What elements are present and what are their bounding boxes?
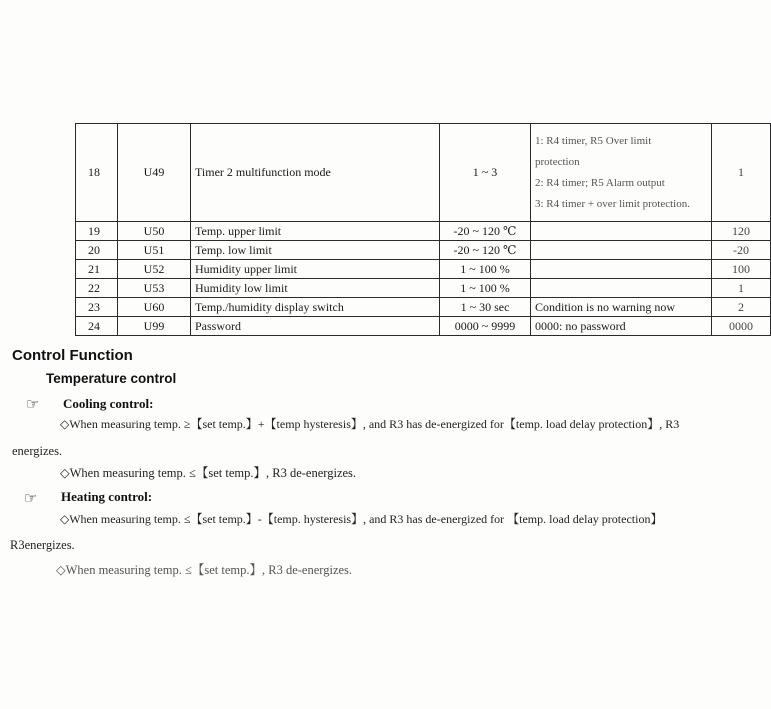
table-row [76,124,771,222]
row-number: 18 [76,124,118,222]
row-default: 0000 [712,317,771,336]
row-range: 1 ~ 3 [440,124,531,222]
row-number: 22 [76,279,118,298]
table-row [76,317,771,336]
row-number: 21 [76,260,118,279]
row-name: Password [191,317,440,336]
pointing-hand-icon: ☞ [24,489,38,507]
row-number: 23 [76,298,118,317]
cooling-line-1: ◇When measuring temp. ≥【set temp.】+【temp hysteresis】, and R3 has de-energized for【temp. load delay protection】, R3 [60,417,680,431]
heating-line-2: ◇When measuring temp. ≤【set temp.】, R3 de-energizes. [56,563,353,577]
condition-line: 1: R4 timer, R5 Over limit [535,134,652,147]
row-name: Temp. upper limit [191,222,440,241]
row-default: -20 [712,241,771,260]
row-condition [531,260,712,279]
heating-line-1: ◇When measuring temp. ≤【set temp.】-【temp. hysteresis】, and R3 has de-energized for 【temp. load delay protection】 [60,512,663,526]
row-number: 19 [76,222,118,241]
condition-line: protection [535,155,580,168]
row-code: U52 [118,260,191,279]
row-default: 2 [712,298,771,317]
row-range: 0000 ~ 9999 [440,317,531,336]
heating-line-1-cont: R3energizes. [10,538,75,552]
row-default: 1 [712,279,771,298]
table-row [76,222,771,241]
row-condition: Condition is no warning now [531,298,712,317]
row-name: Timer 2 multifunction mode [191,124,440,222]
row-range: -20 ~ 120 ℃ [440,241,531,260]
condition-line: 3: R4 timer + over limit protection. [535,197,690,210]
row-code: U49 [118,124,191,222]
row-name: Temp./humidity display switch [191,298,440,317]
row-number: 20 [76,241,118,260]
row-number: 24 [76,317,118,336]
cooling-line-2: ◇When measuring temp. ≤【set temp.】, R3 de-energizes. [60,466,357,480]
table-row [76,279,771,298]
cooling-line-1-cont: energizes. [12,444,63,458]
section-title: Control Function [12,347,133,364]
heating-title: Heating control: [61,489,153,504]
row-name: Humidity upper limit [191,260,440,279]
row-condition [531,241,712,260]
table-row [76,260,771,279]
row-condition [531,279,712,298]
condition-line: 2: R4 timer; R5 Alarm output [535,176,665,189]
row-code: U50 [118,222,191,241]
row-default: 1 [712,124,771,222]
row-range: 1 ~ 100 % [440,260,531,279]
row-range: 1 ~ 100 % [440,279,531,298]
row-code: U51 [118,241,191,260]
table-row [76,241,771,260]
row-range: -20 ~ 120 ℃ [440,222,531,241]
row-code: U99 [118,317,191,336]
cooling-title: Cooling control: [63,396,154,411]
row-code: U60 [118,298,191,317]
subsection-title: Temperature control [46,371,177,386]
row-condition [531,222,712,241]
row-code: U53 [118,279,191,298]
row-condition [531,124,712,222]
parameter-table [75,123,771,336]
table-row [76,298,771,317]
row-default: 120 [712,222,771,241]
pointing-hand-icon: ☞ [26,395,40,413]
row-range: 1 ~ 30 sec [440,298,531,317]
row-name: Temp. low limit [191,241,440,260]
row-default: 100 [712,260,771,279]
row-condition: 0000: no password [531,317,712,336]
row-name: Humidity low limit [191,279,440,298]
